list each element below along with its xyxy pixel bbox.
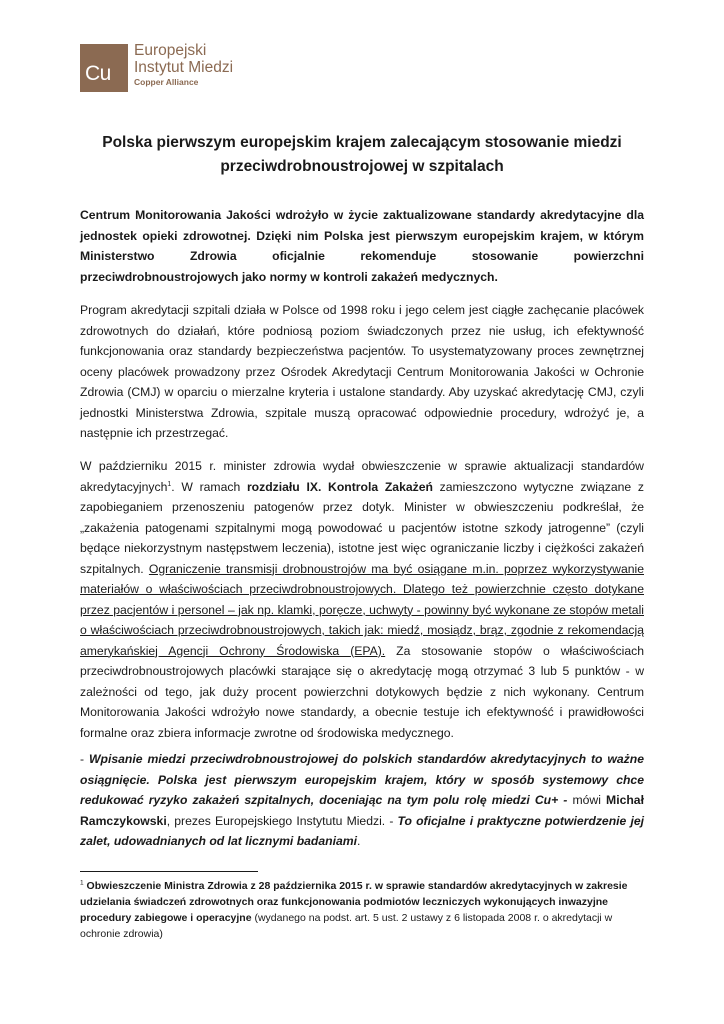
p2-text-3: zamieszczono wytyczne związane z zapobieganiem przenoszeniu patogenów przez dotyk. Minister w obwieszczeniu podkreślał, że „zakażenia patogenami szpitalnymi mogą powodować u pacjentów istotne szkody jatrogenne” (czyli będące niekorzystnym następstwem leczenia), istotne jest więc ograniczanie liczby i ciężkości zakażeń szpitalnych.: [80, 479, 644, 576]
p3-quote-1: Wpisanie miedzi przeciwdrobnoustrojowej do polskich standardów akredytacyjnych to ważne osiągnięcie. Polska jest pierwszym europejskim krajem, który w sposób systemowy chce redukować ryzyko zakażeń szpitalnych, doceniając na tym polu rolę miedzi Cu+ -: [80, 752, 644, 807]
logo-text: [134, 42, 233, 89]
p2-chapter-bold: rozdziału IX. Kontrola Zakażeń: [246, 479, 433, 494]
p2-text-4: Za stosowanie stopów o właściwościach przeciwdrobnoustrojowych placówki starające się o akredytację mogą otrzymać 3 lub 5 punktów - w zależności od tego, jak duży procent powierzchni dotykowych będzie z nich wykonany. Centrum Monitorowania Jakości wdrożyło nowe standardy, a obecnie testuje ich efektywność i prawidłowości formalne oraz zbiera informacje zwrotne od środowiska medycznego.: [80, 643, 645, 740]
lead-paragraph: Centrum Monitorowania Jakości wdrożyło w życie zaktualizowane standardy akredytacyjne dla jednostek opieki zdrowotnej. Dzięki nim Polska jest pierwszym europejskim krajem, w którym Ministerstwo Zdrowia oficjalnie rekomenduje stosowanie powierzchni przeciwdrobnoustrojowych jako normy w kontroli zakażeń medycznych.: [80, 208, 644, 284]
footnote-bold-text: Obwieszczenie Ministra Zdrowia z 28 października 2015 r. w sprawie standardów akredytacyjnych w zakresie udzielania świadczeń zdrowotnych oraz funkcjonowania podmiotów leczniczych wykonujących inwazyjne procedury zabiegowe i operacyjne: [80, 880, 628, 924]
logo-name-line1: Europejski: [134, 42, 207, 59]
paragraph-quote: [80, 749, 644, 852]
p2-text-2: . W ramach: [171, 479, 247, 494]
paragraph-ministry-announcement: [80, 456, 644, 743]
logo-symbol-box: [80, 44, 128, 92]
logo-tagline: Copper Alliance: [134, 77, 199, 87]
p3-speaker-role: , prezes Europejskiego Instytutu Miedzi. -: [166, 813, 398, 828]
logo-name-line2: Instytut Miedzi: [134, 59, 234, 76]
footnote-divider: [80, 871, 258, 872]
paragraph-accreditation-program: Program akredytacji szpitali działa w Polsce od 1998 roku i jego celem jest ciągłe zachęcanie placówek zdrowotnych do działań, które podniosą poziom świadczonych przez nie usług, ich efektywność funkcjonowania oraz standardy bezpieczeństwa pacjentów. To usystematyzowany proces zewnętrznej oceny placówek prowadzony przez Ośrodek Akredytacji Centrum Monitorowania Jakości w Ochronie Zdrowia (CMJ) w oparciu o mierzalne kryteria i ustalone standardy. Aby uzyskać akredytację CMJ, czyli jednostki Ministerstwa Zdrowia, szpitale muszą opracować odpowiednie procedury, wdrożyć je, a następnie ich przestrzegać.: [80, 303, 644, 440]
footnote: [80, 878, 644, 942]
p3-speaker-name: Michał Ramczykowski: [80, 793, 644, 828]
document-title: Polska pierwszym europejskim krajem zalecającym stosowanie miedzi przeciwdrobnoustrojowej w szpitalach: [102, 134, 622, 175]
p3-end: .: [356, 834, 361, 848]
p2-text-1: W październiku 2015 r. minister zdrowia wydał obwieszczenie w sprawie aktualizacji standardów akredytacyjnych: [80, 459, 644, 494]
footnote-text: (wydanego na podst. art. 5 ust. 2 ustawy z 6 listopada 2008 r. o akredytacji w ochronie zdrowia): [80, 912, 613, 940]
logo-symbol: Cu: [85, 62, 111, 85]
p3-dash: -: [80, 752, 90, 766]
p3-quote-2: To oficjalne i praktyczne potwierdzenie jej zalet, udowadnianych od lat licznymi badaniami: [80, 813, 645, 848]
p2-underlined-text: Ograniczenie transmisji drobnoustrojów ma być osiągane m.in. poprzez wykorzystywanie materiałów o właściwościach przeciwdrobnoustrojowych. Dlatego też powierzchnie często dotykane przez pacjentów i personel – jak np. klamki, poręcze, uchwyty - powinny być wykonane ze stopów metali o właściwościach przeciwdrobnoustrojowych, takich jak: miedź, mosiądz, brąz, zgodnie z rekomendacją amerykańskiej Agencji Ochrony Środowiska (EPA).: [80, 561, 644, 658]
p3-says: mówi: [567, 793, 607, 807]
footnote-number: 1: [80, 879, 84, 887]
footnote-reference[interactable]: 1: [167, 480, 172, 488]
